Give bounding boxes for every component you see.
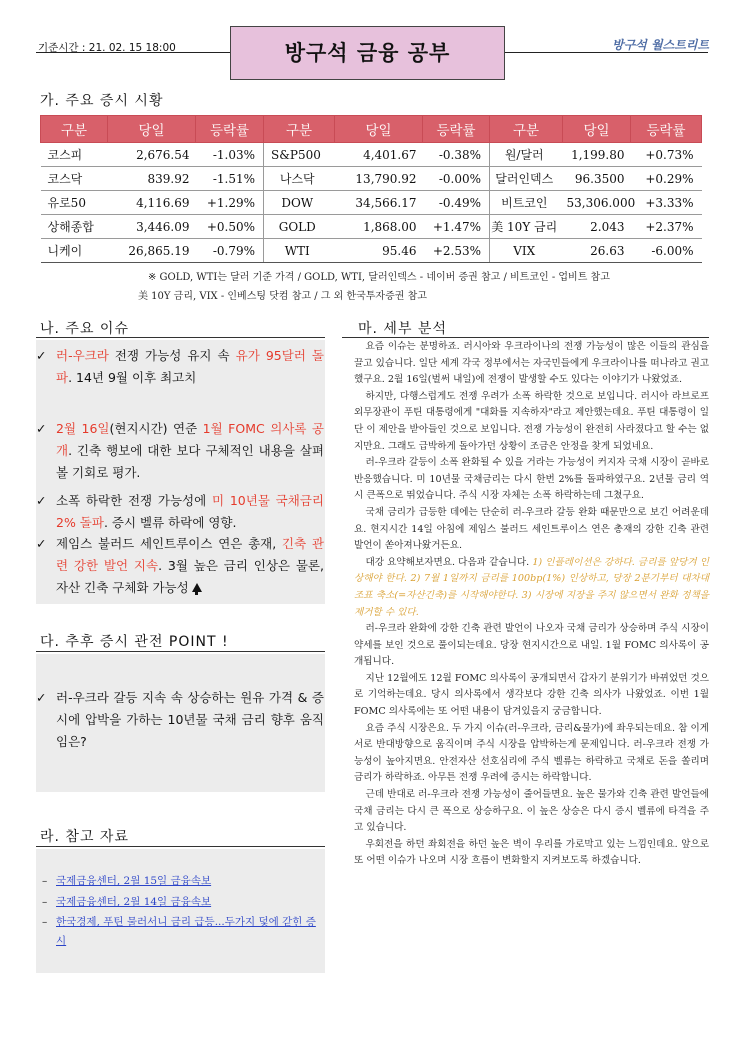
table-cell: 13,790.92	[335, 167, 423, 191]
source-note-2: 美 10Y 금리, VIX - 인베스팅 닷컴 참고 / 그 외 한국투자증권 참고	[138, 291, 427, 302]
table-cell: -1.03%	[196, 143, 264, 167]
table-cell: 원/달러	[490, 143, 563, 167]
issue-text: . 증시 벨류 하락에 영향.	[103, 515, 237, 530]
detail-paragraph: 지난 12월에도 12월 FOMC 의사록이 공개되면서 갑자기 분위기가 바뀌었던 것으로 기억하는데요. 당시 의사록에서 생각보다 강한 긴축 의사가 나왔었죠. 이번 1월 FOMC 의사록에는 또 어떤 내용이 담겨있을지 궁금합니다.	[354, 672, 709, 718]
detail-paragraph: 국채 금리가 급등한 데에는 단순히 러-우크라 갈등 완화 때문만으로 보긴 어려운데요. 현지시간 14일 아침에 제임스 불러드 세인트루이스 연은 총재의 강한 긴축 관련 발언이 쏟아져나왔거든요.	[354, 506, 709, 552]
table-cell: +0.50%	[196, 215, 264, 239]
table-cell: 96.3500	[563, 167, 631, 191]
column-header: 당일	[335, 116, 423, 143]
table-cell: 1,199.80	[563, 143, 631, 167]
detail-paragraph: 요즘 주식 시장은요. 두 가지 이슈(러-우크라, 금리&물가)에 좌우되는데요. 참 이게 서로 반대방향으로 움직이며 주식 시장을 압박하는게 문제입니다. 러-우크라 전쟁 가능성이 높아지면요. 안전자산 선호심리에 주식 벨류는 하락하고 국채로 돈을 쏠리며 금리가 하락하죠. 아무튼 전쟁 우려에 증시는 하락합니다.	[354, 722, 709, 784]
table-cell: DOW	[264, 191, 335, 215]
issue-highlight: 유가 95달러 돌파	[56, 348, 325, 385]
column-header: 구분	[264, 116, 335, 143]
issue-text: . 14년 9월 이후 최고치	[68, 370, 197, 385]
column-header: 구분	[41, 116, 108, 143]
table-cell: +2.37%	[631, 215, 702, 239]
ref-link-1[interactable]: 국제금융센터, 2월 15일 금융속보	[56, 875, 212, 887]
issue-highlight: 1월 FOMC 의사록 공개	[56, 421, 324, 458]
point-item	[36, 687, 324, 753]
issue-highlight: 미 10년물 국채금리 2% 돌파	[56, 493, 324, 530]
issue-text: 소폭 하락한 전쟁 가능성에	[56, 493, 212, 508]
check-icon: ✓	[36, 690, 47, 705]
base-date: 기준시간 : 21. 02. 15 18:00	[38, 42, 176, 54]
detail-heading: 마. 세부 분석	[358, 321, 447, 337]
table-cell: 26.63	[563, 239, 631, 263]
issue-text: 제임스 불러드 세인트루이스 연은 총재,	[56, 536, 282, 551]
table-cell: +2.53%	[423, 239, 490, 263]
table-cell: -0.00%	[423, 167, 490, 191]
table-cell: -6.00%	[631, 239, 702, 263]
point-text: 러-우크라 갈등 지속 속 상승하는 원유 가격 & 증시에 압박을 가하는 10년물 국채 금리 향후 움직임은?	[56, 690, 324, 749]
issue-item-4	[36, 533, 324, 599]
ref-link-2[interactable]: 국제금융센터, 2월 14일 금융속보	[56, 896, 212, 908]
table-cell: 4,401.67	[335, 143, 423, 167]
table-cell: WTI	[264, 239, 335, 263]
table-row	[41, 143, 702, 167]
ref-link-3[interactable]: 한국경제, 푸틴 물러서니 금리 급등...두가지 덫에 갇힌 증시	[56, 916, 316, 947]
issue-highlight: 2월 16일	[56, 421, 110, 436]
issues-rule	[36, 337, 325, 338]
table-cell: 26,865.19	[108, 239, 196, 263]
issues-heading: 나. 주요 이슈	[40, 321, 129, 337]
table-cell: S&P500	[264, 143, 335, 167]
table-cell: +1.47%	[423, 215, 490, 239]
table-cell: +0.29%	[631, 167, 702, 191]
detail-paragraph: 근데 반대로 러-우크라 전쟁 가능성이 줄어들면요. 높은 물가와 긴축 관련 발언들에 국채 금리는 다시 큰 폭으로 상승하구요. 이 높은 상승은 다시 증시 벨류에 타격을 주고 있습니다.	[354, 789, 709, 834]
table-cell: 3,446.09	[108, 215, 196, 239]
table-cell: VIX	[490, 239, 563, 263]
detail-body	[354, 339, 709, 870]
table-cell: 1,868.00	[335, 215, 423, 239]
table-cell: 상해종합	[41, 215, 108, 239]
point-heading: 다. 추후 증시 관전 POINT !	[40, 634, 229, 650]
issue-item-2	[36, 418, 324, 484]
refs-rule	[36, 846, 325, 847]
source-note-1: ※ GOLD, WTI는 달러 기준 가격 / GOLD, WTI, 달러인덱스 - 네이버 증권 참고 / 비트코인 - 업비트 참고	[148, 272, 610, 283]
issue-highlight: 긴축 관련 강한 발언 지속	[56, 536, 324, 573]
market-heading: 가. 주요 증시 시황	[40, 93, 164, 109]
detail-paragraph: 러-우크라 완화에 강한 긴축 관련 발언이 나오자 국채 금리가 상승하며 주식 시장이 약세를 보인 것으로 풀이되는데요. 당장 현지시간으로 내일. 1월 FOMC 의사록이 공개됩니다.	[354, 623, 709, 668]
refs-heading: 라. 참고 자료	[40, 829, 129, 845]
table-row	[41, 215, 702, 239]
table-cell: 유로50	[41, 191, 108, 215]
point-rule	[36, 651, 325, 652]
issue-text: (현지시간) 연준	[109, 421, 203, 436]
table-cell: 839.92	[108, 167, 196, 191]
column-header: 당일	[108, 116, 196, 143]
detail-paragraph: 러-우크라 갈등이 소폭 완화될 수 있을 거라는 가능성이 커지자 국채 시장이 곧바로 반응했습니다. 미 10년물 국채금리는 다시 한번 2%를 돌파하였구요. 2년물 금리 역시 큰폭으로 뛰었습니다. 주식 시장 자체는 소폭 하락하는데 그쳤구요.	[354, 457, 709, 502]
detail-paragraph: 요즘 이슈는 분명하죠. 러시아와 우크라이나의 전쟁 가능성이 많은 이들의 관심을 끌고 있습니다. 일단 세계 각국 정부에서는 자국민들에게 우크라이나를 떠나라고 권고했구요. 2월 16일(벌써 내일)에 전쟁이 발생할 수도 있다는 이야기가 나왔었죠.	[354, 341, 709, 386]
table-cell: -1.51%	[196, 167, 264, 191]
table-row	[41, 167, 702, 191]
detail-paragraph: 하지만, 다행스럽게도 전쟁 우려가 소폭 하락한 것으로 보입니다. 러시아 라브로프 외무장관이 푸틴 대통령에게 "대화를 지속하자"라고 제안했는데요. 푸틴 대통령이 일단 이 제안을 받아들인 것으로 보입니다. 전쟁 가능성이 완전히 사라졌다고 할 수는 없지만요. 그래도 급박하게 돌아가던 상황이 조금은 안정을 찾게 되었네요.	[354, 390, 709, 452]
detail-paragraph	[354, 555, 709, 621]
table-cell: +3.33%	[631, 191, 702, 215]
detail-rule	[342, 337, 709, 338]
up-arrow-icon	[195, 590, 198, 595]
table-cell: 95.46	[335, 239, 423, 263]
table-cell: 53,306.000	[563, 191, 631, 215]
table-cell: 4,116.69	[108, 191, 196, 215]
page-title: 방구석 금융 공부	[230, 26, 505, 80]
table-cell: 달러인덱스	[490, 167, 563, 191]
table-cell: 코스피	[41, 143, 108, 167]
issue-text: 전쟁 가능성 유지 속	[108, 348, 236, 363]
table-header-row	[41, 116, 702, 143]
detail-text: 대강 요약해보자면요. 다음과 같습니다.	[365, 556, 533, 568]
table-cell: 나스닥	[264, 167, 335, 191]
table-cell: 비트코인	[490, 191, 563, 215]
detail-highlight: 1) 인플레이션은 강하다. 금리를 앞당겨 인상해야 한다. 2) 7월 1일까지 금리를 100bp(1%) 인상하고, 당장 2분기부터 대차대조표 축소(=자산긴축)를 시작해야한다. 3) 시장에 지장을 주지 않으면서 완화 정책을 제거할 수 있다.	[354, 556, 709, 618]
table-row	[41, 191, 702, 215]
table-cell: GOLD	[264, 215, 335, 239]
issue-text: . 긴축 행보에 대한 보다 구체적인 내용을 살펴볼 기회로 평가.	[56, 443, 324, 480]
check-icon: ✓	[36, 536, 47, 551]
issue-text: . 3월 높은 금리 인상은 물론, 자산 긴축 구체화 가능성	[56, 558, 324, 595]
ref-item-3: – 한국경제, 푸틴 물러서니 금리 급등...두가지 덫에 갇힌 증시	[42, 916, 316, 947]
detail-paragraph: 우회전을 하던 좌회전을 하던 높은 벽이 우리를 가로막고 있는 느낌인데요. 앞으로 또 어떤 이슈가 나오며 시장 흐름이 변화할지 지켜보도록 하겠습니다.	[354, 838, 709, 867]
table-cell: -0.49%	[423, 191, 490, 215]
table-cell: +0.73%	[631, 143, 702, 167]
column-header: 구분	[490, 116, 563, 143]
table-cell: 2.043	[563, 215, 631, 239]
check-icon: ✓	[36, 348, 47, 363]
table-cell: -0.79%	[196, 239, 264, 263]
table-cell: +1.29%	[196, 191, 264, 215]
issue-highlight: 러-우크라	[56, 348, 109, 363]
table-cell: -0.38%	[423, 143, 490, 167]
column-header: 등락률	[423, 116, 490, 143]
table-cell: 니케이	[41, 239, 108, 263]
column-header: 당일	[563, 116, 631, 143]
table-cell: 美 10Y 금리	[490, 215, 563, 239]
table-cell: 코스닥	[41, 167, 108, 191]
brand-logo: 방구석 월스트리트	[612, 38, 709, 52]
table-cell: 34,566.17	[335, 191, 423, 215]
issue-item-3	[36, 490, 324, 534]
ref-item-2: – 국제금융센터, 2월 14일 금융속보	[42, 896, 212, 908]
market-table	[40, 115, 702, 263]
check-icon: ✓	[36, 421, 47, 436]
column-header: 등락률	[196, 116, 264, 143]
table-cell: 2,676.54	[108, 143, 196, 167]
check-icon: ✓	[36, 493, 47, 508]
ref-item-1: – 국제금융센터, 2월 15일 금융속보	[42, 875, 212, 887]
table-row	[41, 239, 702, 263]
issue-item-1	[36, 345, 325, 389]
column-header: 등락률	[631, 116, 702, 143]
